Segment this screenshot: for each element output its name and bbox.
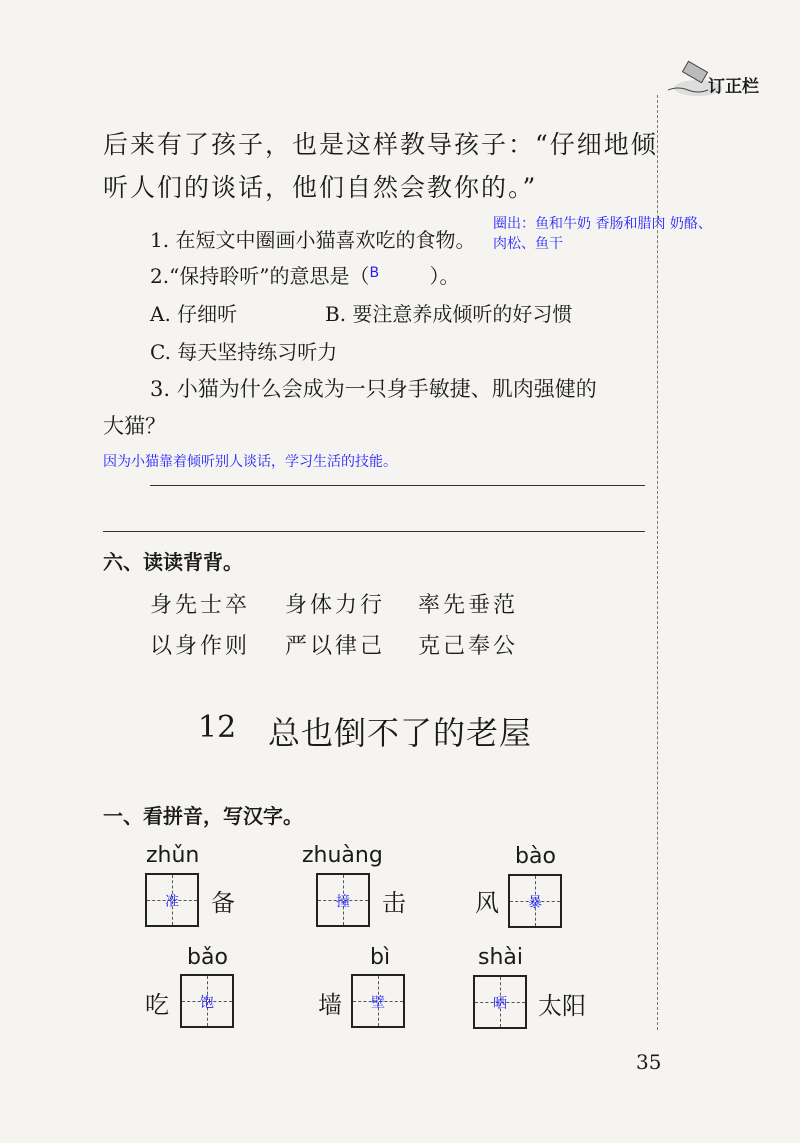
idiom: 率先垂范 xyxy=(418,593,519,618)
pinyin: shài xyxy=(478,945,523,970)
idiom: 身先士卒 xyxy=(150,593,251,618)
correction-column-header xyxy=(668,60,788,100)
option-b: B. 要注意养成倾听的好习惯 xyxy=(325,302,573,326)
lesson-title: 总也倒不了的老屋 xyxy=(268,714,533,752)
grid-answer: 撞 xyxy=(336,894,350,910)
pinyin: bào xyxy=(515,844,556,869)
answer-line xyxy=(150,485,645,486)
idiom: 身体力行 xyxy=(285,593,386,618)
question-2-text: 2.“保持聆听”的意思是（ xyxy=(150,264,370,288)
pinyin: zhǔn xyxy=(146,843,200,868)
pinyin: bǎo xyxy=(187,945,228,970)
option-a: A. 仔细听 xyxy=(150,302,238,326)
question-2-answer: B xyxy=(369,265,380,281)
writing-grid[interactable] xyxy=(316,873,370,927)
pinyin: bì xyxy=(370,945,391,970)
writing-grid[interactable] xyxy=(508,874,562,928)
word-char: 备 xyxy=(211,889,235,917)
writing-grid[interactable] xyxy=(145,873,199,927)
writing-grid[interactable] xyxy=(351,974,405,1028)
question-1-answer-cont: 肉松、鱼干 xyxy=(493,236,563,252)
writing-grid[interactable] xyxy=(473,975,527,1029)
writing-grid[interactable] xyxy=(180,974,234,1028)
passage-line: 后来有了孩子，也是这样教导孩子：“仔细地倾 xyxy=(103,130,658,159)
pinyin: zhuàng xyxy=(302,843,383,868)
question-2-suffix: ）。 xyxy=(429,264,460,288)
grid-answer: 晒 xyxy=(493,996,507,1012)
section-1-title: 一、看拼音，写汉字。 xyxy=(103,804,303,828)
option-c: C. 每天坚持练习听力 xyxy=(150,340,338,364)
grid-answer: 壁 xyxy=(371,995,385,1011)
correction-column-label: 订正栏 xyxy=(708,77,759,97)
word-char: 太阳 xyxy=(538,992,586,1020)
margin-divider xyxy=(657,95,658,1030)
passage-line: 听人们的谈话，他们自然会教你的。” xyxy=(103,173,538,202)
question-3: 3. 小猫为什么会成为一只身手敏捷、肌肉强健的 xyxy=(150,377,597,401)
question-2 xyxy=(150,260,460,289)
page-number: 35 xyxy=(636,1050,662,1074)
section-6-title: 六、读读背背。 xyxy=(103,550,243,574)
question-3-answer: 因为小猫靠着倾听别人谈话，学习生活的技能。 xyxy=(103,454,397,470)
word-char: 风 xyxy=(475,889,499,917)
question-3-cont: 大猫？ xyxy=(103,414,166,438)
word-char: 击 xyxy=(382,889,406,917)
question-1-answer: 圈出：鱼和牛奶 香肠和腊肉 奶酪、 xyxy=(493,216,712,232)
word-char: 吃 xyxy=(145,991,169,1019)
question-1: 1. 在短文中圈画小猫喜欢吃的食物。 xyxy=(150,228,476,252)
word-char: 墙 xyxy=(318,991,342,1019)
idiom: 以身作则 xyxy=(150,634,251,659)
idiom: 克己奉公 xyxy=(418,634,519,659)
grid-answer: 饱 xyxy=(200,995,214,1011)
idiom: 严以律己 xyxy=(285,634,386,659)
grid-answer: 准 xyxy=(165,894,179,910)
answer-line xyxy=(103,531,645,532)
lesson-number: 12 xyxy=(198,710,237,745)
grid-answer: 暴 xyxy=(528,895,542,911)
